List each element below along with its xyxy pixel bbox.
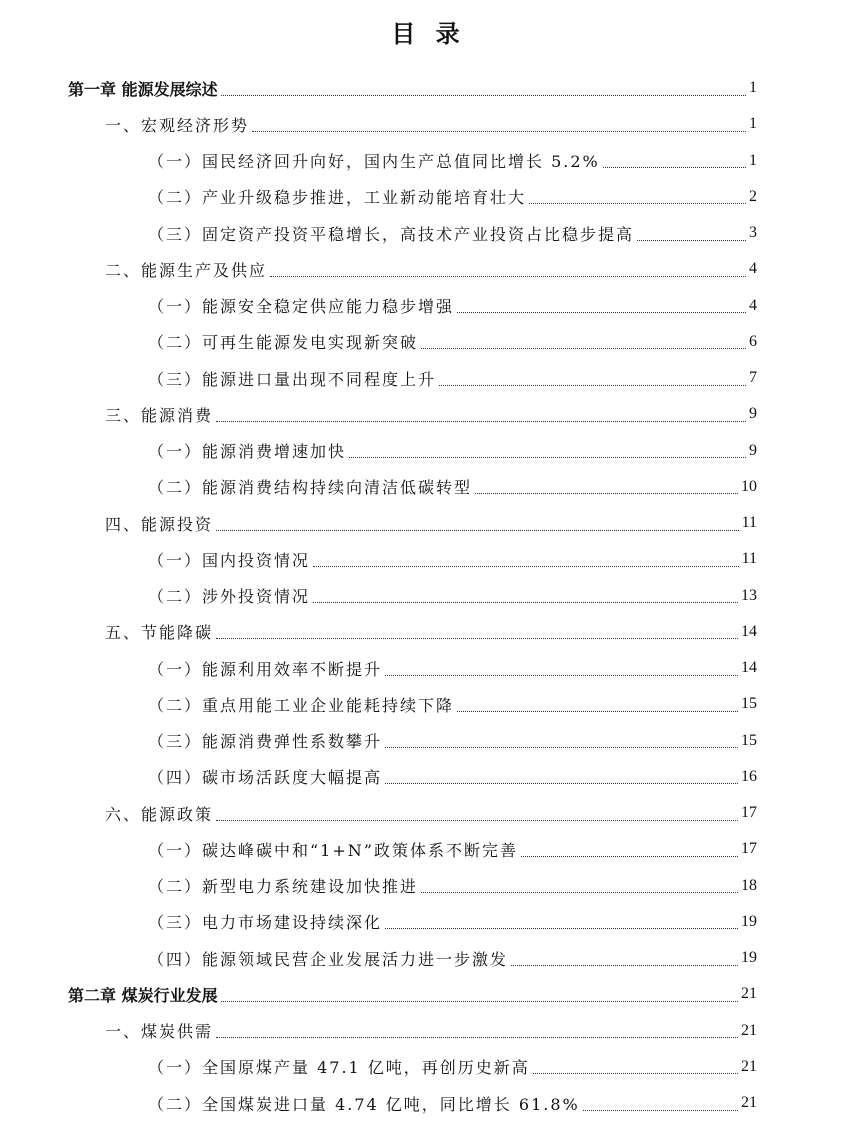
toc-subsection-entry[interactable] xyxy=(148,143,757,179)
toc-page-number: 17 xyxy=(741,840,757,858)
toc-entry-label: 第二章 煤炭行业发展 xyxy=(68,985,218,1005)
dot-leader xyxy=(385,747,738,748)
toc-section-entry[interactable] xyxy=(105,396,757,432)
toc-entry-label: （二）重点用能工业企业能耗持续下降 xyxy=(148,695,455,715)
toc-entry-label: （一）全国原煤产量 47.1 亿吨，再创历史新高 xyxy=(148,1058,530,1078)
toc-section-entry[interactable] xyxy=(105,795,757,831)
dot-leader xyxy=(603,167,746,168)
toc-subsection-entry[interactable] xyxy=(148,179,757,215)
toc-subsection-entry[interactable] xyxy=(148,759,757,795)
toc-entry-label: （三）能源消费弹性系数攀升 xyxy=(148,732,383,751)
toc-chapter-entry[interactable] xyxy=(68,70,757,106)
toc-page-number: 21 xyxy=(741,985,757,1003)
toc-section-entry[interactable] xyxy=(105,614,757,650)
toc-page-number: 21 xyxy=(741,1057,757,1075)
dot-leader xyxy=(252,131,746,132)
dot-leader xyxy=(511,965,738,966)
toc-page-number: 10 xyxy=(741,477,757,495)
toc-subsection-entry[interactable] xyxy=(148,723,757,759)
toc-entry-label: （二）可再生能源发电实现新突破 xyxy=(148,333,419,353)
toc-section-entry[interactable] xyxy=(105,505,757,541)
toc-subsection-entry[interactable] xyxy=(148,868,757,904)
dot-leader xyxy=(221,1001,738,1002)
dot-leader xyxy=(385,675,738,676)
toc-page-number: 1 xyxy=(749,151,757,169)
dot-leader xyxy=(221,95,746,96)
toc-page-number: 19 xyxy=(741,949,757,966)
toc-section-entry[interactable] xyxy=(105,251,757,287)
toc-subsection-entry[interactable] xyxy=(148,433,757,469)
dot-leader xyxy=(521,856,738,857)
toc-subsection-entry[interactable] xyxy=(148,215,757,251)
toc-entry-label: （二）能源消费结构持续向清洁低碳转型 xyxy=(148,478,473,498)
dot-leader xyxy=(421,348,746,349)
dot-leader xyxy=(313,602,738,603)
toc-entry-label: 六、能源政策 xyxy=(105,804,214,824)
toc-entry-label: （二）涉外投资情况 xyxy=(148,587,311,606)
toc-entry-label: （一）国民经济回升向好，国内生产总值同比增长 5.2% xyxy=(148,152,600,171)
toc-entry-label: 五、节能降碳 xyxy=(105,623,214,643)
toc-section-entry[interactable] xyxy=(105,1013,757,1049)
toc-subsection-entry[interactable] xyxy=(148,904,757,940)
dot-leader xyxy=(533,1073,738,1074)
toc-entry-label: （三）能源进口量出现不同程度上升 xyxy=(148,369,437,389)
dot-leader xyxy=(457,711,738,712)
toc-subsection-entry[interactable] xyxy=(148,686,757,722)
toc-entry-label: 第一章 能源发展综述 xyxy=(68,79,218,99)
toc-entry-label: 一、煤炭供需 xyxy=(105,1022,214,1041)
toc-entry-label: 三、能源消费 xyxy=(105,405,214,425)
dot-leader xyxy=(583,1110,738,1111)
toc-subsection-entry[interactable] xyxy=(148,541,757,577)
dot-leader xyxy=(349,457,746,458)
toc-subsection-entry[interactable] xyxy=(148,1085,757,1121)
toc-page-number: 18 xyxy=(741,876,757,894)
toc-subsection-entry[interactable] xyxy=(148,324,757,360)
toc-section-entry[interactable] xyxy=(105,106,757,142)
toc-entry-label: （二）产业升级稳步推进，工业新动能培育壮大 xyxy=(148,188,527,208)
dot-leader xyxy=(457,312,746,313)
toc-page-number: 1 xyxy=(749,79,757,96)
toc-page-number: 19 xyxy=(741,912,757,930)
toc-page-number: 9 xyxy=(749,441,757,459)
dot-leader xyxy=(313,566,739,567)
toc-page-number: 13 xyxy=(741,586,757,604)
toc-entry-label: （三）电力市场建设持续深化 xyxy=(148,913,383,933)
toc-page-number: 11 xyxy=(741,514,757,531)
toc-page-number: 15 xyxy=(741,695,757,713)
toc-page-number: 15 xyxy=(741,731,757,749)
toc-entry-label: （四）能源领域民营企业发展活力进一步激发 xyxy=(148,949,509,969)
dot-leader xyxy=(216,1037,738,1038)
dot-leader xyxy=(270,276,746,277)
toc-page-number: 14 xyxy=(741,659,757,676)
dot-leader xyxy=(421,892,738,893)
toc-page-number: 6 xyxy=(749,332,757,350)
toc-page-number: 7 xyxy=(749,369,757,386)
toc-subsection-entry[interactable] xyxy=(148,940,757,976)
dot-leader xyxy=(216,638,738,639)
toc-entry-label: （二）新型电力系统建设加快推进 xyxy=(148,877,419,896)
toc-page-number: 1 xyxy=(749,115,757,133)
toc-entry-label: （一）国内投资情况 xyxy=(148,550,311,570)
toc-page-number: 14 xyxy=(741,622,757,640)
toc-subsection-entry[interactable] xyxy=(148,288,757,324)
toc-subsection-entry[interactable] xyxy=(148,1049,757,1085)
toc-entry-label: 二、能源生产及供应 xyxy=(105,260,268,280)
dot-leader xyxy=(216,820,738,821)
toc-subsection-entry[interactable] xyxy=(148,650,757,686)
toc-entry-label: （一）能源消费增速加快 xyxy=(148,442,347,461)
dot-leader xyxy=(529,203,746,204)
toc-entry-label: 四、能源投资 xyxy=(105,514,214,534)
toc-entry-label: （一）能源利用效率不断提升 xyxy=(148,659,383,679)
dot-leader xyxy=(385,783,738,784)
toc-page-number: 4 xyxy=(749,260,757,278)
toc-subsection-entry[interactable] xyxy=(148,360,757,396)
toc-entry-label: （三）固定资产投资平稳增长，高技术产业投资占比稳步提高 xyxy=(148,224,635,244)
toc-entry-label: （一）能源安全稳定供应能力稳步增强 xyxy=(148,297,455,316)
toc-chapter-entry[interactable] xyxy=(68,976,757,1012)
toc-entry-label: 一、宏观经济形势 xyxy=(105,115,250,135)
toc-subsection-entry[interactable] xyxy=(148,831,757,867)
toc-entry-label: （四）碳市场活跃度大幅提高 xyxy=(148,768,383,788)
dot-leader xyxy=(439,385,746,386)
toc-page-number: 3 xyxy=(749,224,757,241)
dot-leader xyxy=(637,240,746,241)
toc-page-number: 9 xyxy=(749,405,757,423)
dot-leader xyxy=(385,928,738,929)
toc-subsection-entry[interactable] xyxy=(148,578,757,614)
toc-entry-label: （一）碳达峰碳中和“1+N”政策体系不断完善 xyxy=(148,840,518,860)
toc-page-number: 17 xyxy=(741,804,757,821)
dot-leader xyxy=(216,530,739,531)
toc-page-number: 21 xyxy=(741,1021,757,1039)
dot-leader xyxy=(475,493,738,494)
toc-entry-label: （二）全国煤炭进口量 4.74 亿吨，同比增长 61.8% xyxy=(148,1094,580,1114)
toc-page-number: 2 xyxy=(749,187,757,205)
toc-page-number: 16 xyxy=(741,767,757,785)
toc-page-number: 11 xyxy=(741,550,757,568)
page-title: 目 录 xyxy=(391,20,466,48)
toc-page-number: 21 xyxy=(741,1094,757,1111)
toc-page-number: 4 xyxy=(749,296,757,314)
dot-leader xyxy=(216,421,746,422)
toc-subsection-entry[interactable] xyxy=(148,469,757,505)
